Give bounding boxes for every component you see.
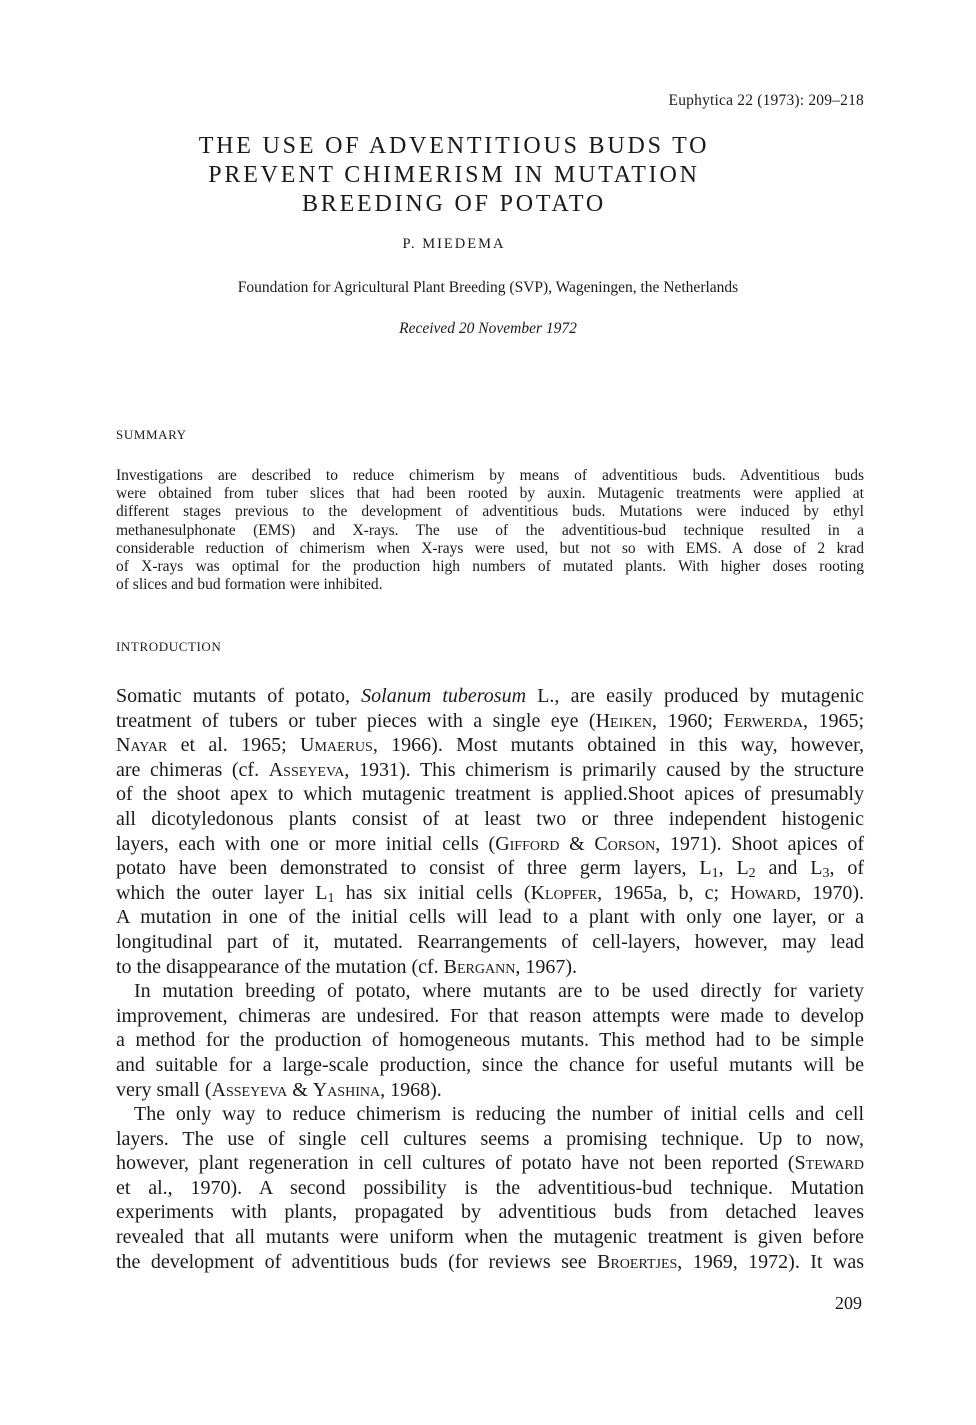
citation-author: Asseyeva [211,1078,288,1101]
summary-line: different stages previous to the development of adventitious buds. Mutations were induced by ethyl [116,503,864,521]
body-line: and suitable for a large-scale production, since the chance for useful mutants will be [116,1053,864,1076]
received-date: Received 20 November 1972 [399,320,577,337]
citation-author: Umaerus [300,734,373,757]
species-name: Solanum tuberosum [361,685,527,707]
citation-author: Nayar [116,734,168,757]
citation-author: Howard [730,881,797,904]
citation-author: Asseyeva [268,758,345,781]
summary-line: methanesulphonate (EMS) and X-rays. The use of the adventitious-bud technique resulted in a [116,521,864,539]
paper-title [120,132,788,219]
affiliation: Foundation for Agricultural Plant Breeding (SVP), Wageningen, the Netherlands [237,279,739,296]
body-line: treatment of tubers or tuber pieces with a single eye (Heiken, 1960; Ferwerda, 1965; [116,709,865,732]
body-line: the development of adventitious buds (for reviews see Broertjes, 1969, 1972). It was [116,1250,865,1273]
citation-author: Steward [794,1152,864,1175]
citation-author: Gifford [495,832,560,855]
citation-author: Bergann [443,955,516,978]
body-line: a method for the production of homogeneous mutants. This method had to be simple [116,1029,864,1052]
journal-reference: Euphytica 22 (1973): 209–218 [668,92,864,109]
summary-line: of slices and bud formation were inhibited. [116,576,383,594]
title-line-1: THE USE OF ADVENTITIOUS BUDS TO [198,133,710,159]
body-line: revealed that all mutants were uniform when the mutagenic treatment is given before [116,1226,864,1249]
body-line: however, plant regeneration in cell cultures of potato have not been reported (Steward [116,1152,864,1175]
title-line-3: BREEDING OF POTATO [301,191,607,217]
author: P. MIEDEMA [402,236,506,252]
citation-author: Corson [594,832,656,855]
body-line: are chimeras (cf. Asseyeva, 1931). This chimerism is primarily caused by the structure [116,758,864,781]
summary-line: considerable reduction of chimerism when X-rays were used, but not so with EMS. A dose of 2 krad [116,539,864,557]
body-line: Somatic mutants of potato, Solanum tuberosum L., are easily produced by mutagenic [116,685,865,707]
summary-text [116,467,864,594]
body-line: longitudinal part of it, mutated. Rearrangements of cell-layers, however, may lead [116,930,864,953]
body-line: very small (Asseyeva & Yashina, 1968). [116,1078,442,1101]
body-line: experiments with plants, propagated by adventitious buds from detached leaves [116,1201,864,1224]
page-number: 209 [835,1293,862,1313]
introduction-heading: INTRODUCTION [116,639,222,654]
body-line: potato have been demonstrated to consist of three germ layers, $L_1$, $L_2$ and $L_3$, of [116,857,864,882]
body-line: to the disappearance of the mutation (cf. Bergann, 1967). [116,955,577,978]
body-line: of the shoot apex to which mutagenic treatment is applied.Shoot apices of presumably [116,783,864,806]
citation-author: Heiken [595,709,653,732]
summary-line: were obtained from tuber slices that had been rooted by auxin. Mutagenic treatments were applied at [116,485,864,503]
body-line: all dicotyledonous plants consist of at least two or three independent histogenic [116,807,864,830]
body-line: which the outer layer $L_1$ has six initial cells (Klopfer, 1965a, b, c; Howard, 1970). [116,881,865,906]
summary-line: of X-rays was optimal for the production high numbers of mutated plants. With higher doses rooting [116,558,864,576]
citation-author: Klopfer [530,881,598,904]
body-line: et al., 1970). A second possibility is the adventitious-bud technique. Mutation [116,1176,864,1199]
introduction-body [116,684,864,1274]
summary-line: Investigations are described to reduce chimerism by means of adventitious buds. Adventitious buds [116,467,864,484]
body-line: In mutation breeding of potato, where mutants are to be used directly for variety [134,980,864,1003]
citation-author: Ferwerda [723,709,804,732]
body-line: layers, each with one or more initial cells (Gifford & Corson, 1971). Shoot apices of [116,832,864,855]
body-line: Nayar et al. 1965; Umaerus, 1966). Most mutants obtained in this way, however, [116,734,864,757]
body-line: improvement, chimeras are undesired. For that reason attempts were made to develop [116,1004,864,1027]
body-line: layers. The use of single cell cultures seems a promising technique. Up to now, [116,1127,864,1150]
summary-heading: SUMMARY [116,427,187,442]
body-line: A mutation in one of the initial cells will lead to a plant with only one layer, or a [116,906,864,929]
citation-author: Broertjes [597,1250,678,1273]
body-line: The only way to reduce chimerism is reducing the number of initial cells and cell [134,1103,864,1126]
title-line-2: PREVENT CHIMERISM IN MUTATION [208,162,700,188]
citation-author: Yashina [312,1078,381,1101]
